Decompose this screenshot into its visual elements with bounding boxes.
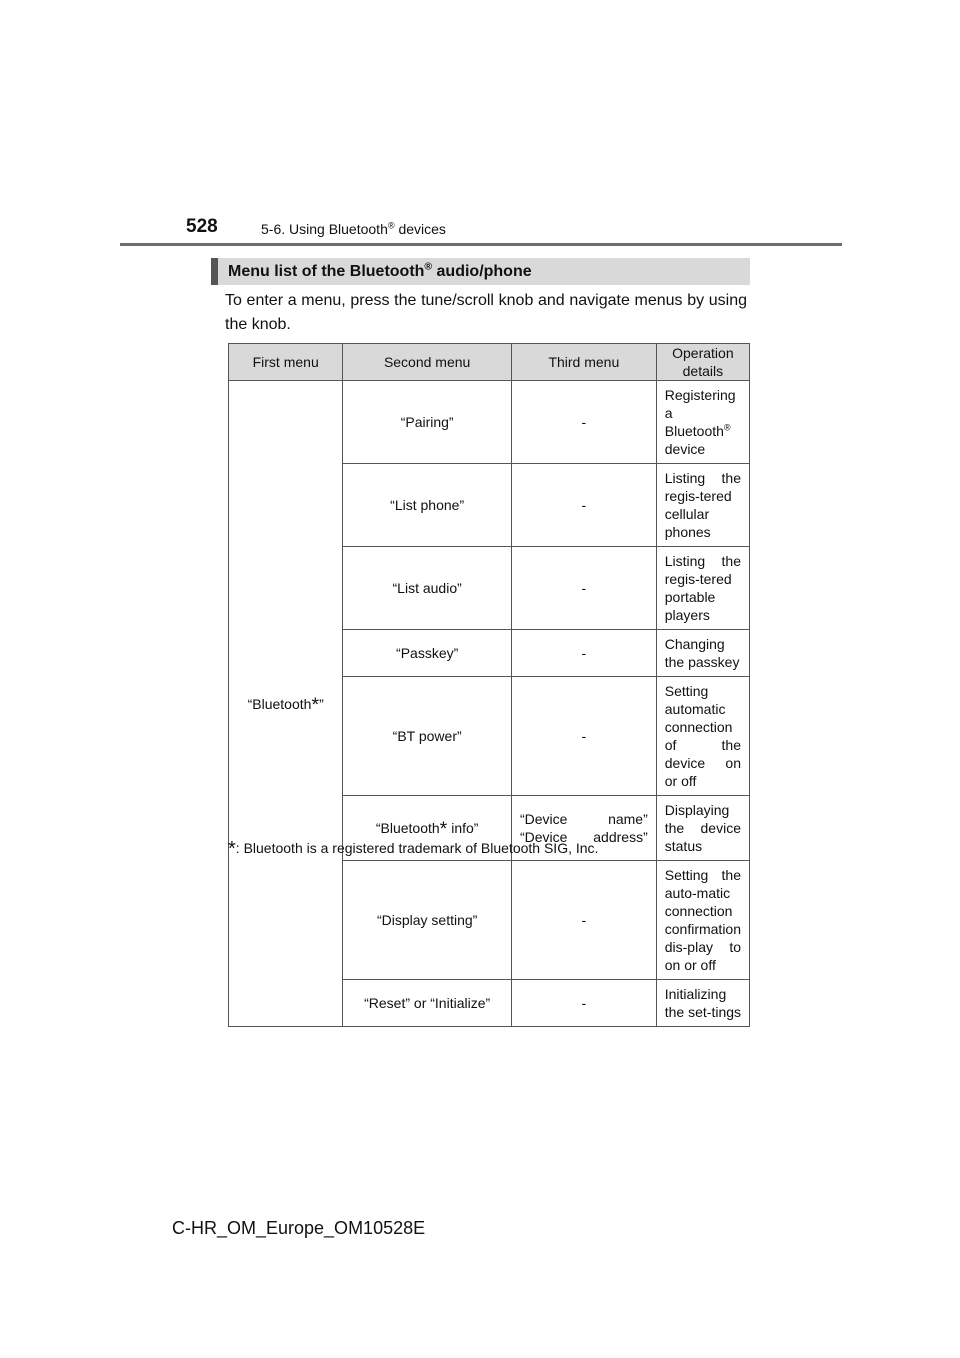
second-menu-cell: “Passkey”	[343, 630, 512, 677]
section-title	[261, 221, 446, 237]
third-menu-line: “Device name”	[519, 811, 648, 827]
header-third-menu: Third menu	[511, 344, 656, 381]
operation-detail-cell: Displaying the device status	[656, 796, 749, 861]
third-menu-cell: -	[511, 980, 656, 1027]
footnote-marker: *	[228, 838, 236, 860]
operation-detail-cell: Initializing the set-tings	[656, 980, 749, 1027]
section-title-prefix: 5-6. Using Bluetooth	[261, 221, 388, 237]
third-menu-cell: -	[511, 861, 656, 980]
footnote	[228, 838, 599, 860]
section-banner	[211, 258, 750, 285]
first-menu-suffix: ”	[319, 695, 324, 712]
second-menu-cell: “Pairing”	[343, 381, 512, 464]
second-menu-cell: “List phone”	[343, 464, 512, 547]
document-code: C-HR_OM_Europe_OM10528E	[172, 1218, 426, 1238]
header-first-menu: First menu	[229, 344, 343, 381]
first-menu-prefix: “Bluetooth	[247, 695, 312, 712]
footnote-marker: *	[311, 693, 320, 716]
header-rule	[120, 243, 842, 246]
operation-detail-cell: Setting the auto-matic connection confirmation dis-play to on or off	[656, 861, 749, 980]
registered-mark: ®	[387, 220, 395, 231]
second-menu-prefix: “Bluetooth	[375, 820, 440, 836]
third-menu-line: “Device address”	[519, 829, 648, 845]
operation-detail-cell	[656, 381, 749, 464]
detail-suffix: device	[664, 441, 706, 457]
third-menu-cell: -	[511, 630, 656, 677]
third-menu-cell: -	[511, 381, 656, 464]
registered-mark: ®	[424, 261, 433, 273]
third-menu-cell: -	[511, 677, 656, 796]
menu-table	[228, 343, 750, 1027]
second-menu-suffix: info”	[447, 820, 479, 836]
third-menu-cell: -	[511, 547, 656, 630]
header-operation-details: Operation details	[656, 344, 749, 381]
first-menu-bluetooth	[229, 381, 343, 1027]
footnote-marker: *	[439, 817, 448, 840]
detail-prefix: Registering a Bluetooth	[664, 387, 736, 439]
banner-prefix: Menu list of the Bluetooth	[228, 263, 425, 280]
second-menu-cell: “List audio”	[343, 547, 512, 630]
registered-mark: ®	[723, 422, 731, 433]
second-menu-cell: “Reset” or “Initialize”	[343, 980, 512, 1027]
operation-detail-cell: Listing the regis-tered cellular phones	[656, 464, 749, 547]
operation-detail-cell: Setting automatic connection of the device on or off	[656, 677, 749, 796]
footnote-text: : Bluetooth is a registered trademark of Bluetooth SIG, Inc.	[235, 840, 599, 856]
intro-paragraph: To enter a menu, press the tune/scroll knob and navigate menus by using the knob.	[225, 292, 747, 333]
banner-suffix: audio/phone	[432, 263, 532, 280]
operation-detail-cell: Listing the regis-tered portable players	[656, 547, 749, 630]
table-header-row	[229, 344, 750, 381]
second-menu-cell: “BT power”	[343, 677, 512, 796]
table-row	[229, 381, 750, 464]
operation-detail-cell: Changing the passkey	[656, 630, 749, 677]
section-title-suffix: devices	[394, 221, 446, 237]
header-second-menu: Second menu	[343, 344, 512, 381]
third-menu-cell: -	[511, 464, 656, 547]
page-number: 528	[186, 216, 218, 237]
second-menu-cell: “Display setting”	[343, 861, 512, 980]
